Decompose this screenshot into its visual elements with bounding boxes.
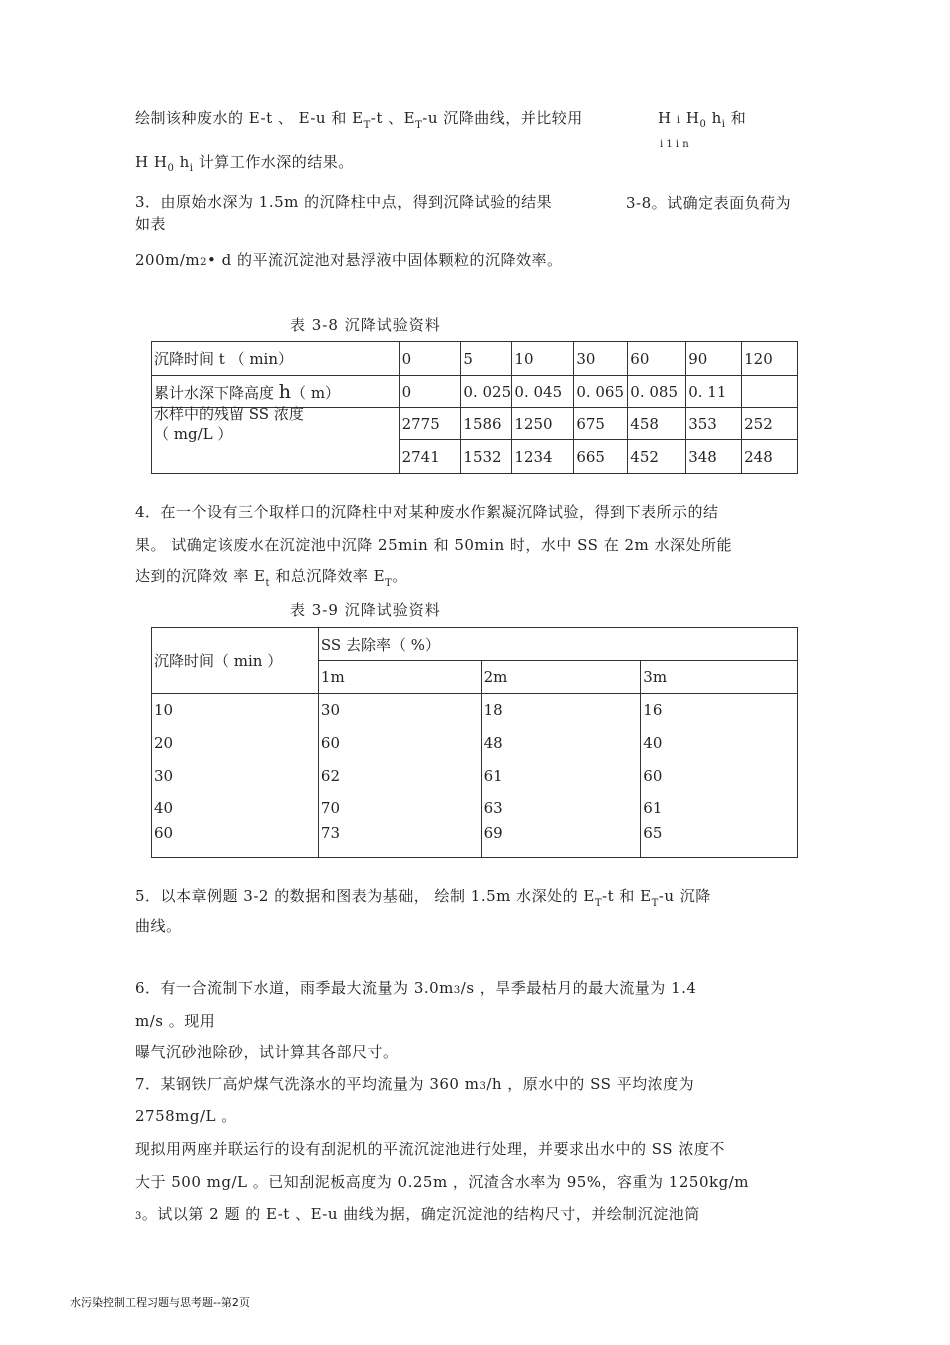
table1-cell: 353 <box>686 408 742 440</box>
table2-group-header: SS 去除率（ %） <box>318 628 797 661</box>
table1-cell: 665 <box>574 440 628 474</box>
formula-1-lower: i 1 i n <box>660 139 689 150</box>
table2-cell: 73 <box>318 824 481 858</box>
table1-cell: 0 <box>399 376 461 408</box>
table2-header-row <box>152 628 798 661</box>
table2-cell: 60 <box>318 727 481 760</box>
page-footer: 水污染控制工程习题与思考题--第2页 <box>70 1296 250 1309</box>
q5-line1: 5．以本章例题 3-2 的数据和图表为基础， 绘制 1.5m 水深处的 $E_T-t$ 和 $E_T-u$ 沉降 <box>135 887 711 909</box>
table1-cell: 458 <box>628 408 686 440</box>
table-3-9 <box>151 627 798 858</box>
table1-cell: 1586 <box>461 408 512 440</box>
table2-cell: 20 <box>152 727 319 760</box>
table2-cell: 30 <box>152 760 319 792</box>
q2-line2: H $H_0$ $h_i$ 计算工作水深的结果。 <box>135 153 354 174</box>
table1-ss-label: 水样中的残留 SS 浓度 （ mg/L ） <box>152 408 400 474</box>
table1-row-time <box>152 342 798 376</box>
table1-row-ss-a <box>152 408 798 440</box>
table1-cell: 1234 <box>512 440 574 474</box>
q7-line5: 3。试以第 2 题 的 E-t 、E-u 曲线为据，确定沉淀池的结构尺寸，并绘制沉淀池筒 <box>135 1205 700 1223</box>
table2-caption: 表 3-9 沉降试验资料 <box>290 601 441 619</box>
table1-cell: 348 <box>686 440 742 474</box>
q6-line2: m/s 。现用 <box>135 1012 216 1030</box>
table1-time-label: 沉降时间 t （ min） <box>152 342 400 376</box>
table2-depth-header: 2m <box>481 661 641 694</box>
q7-line2: 2758mg/L 。 <box>135 1107 237 1125</box>
table1-cell: 1532 <box>461 440 512 474</box>
table2-cell: 63 <box>481 792 641 824</box>
q7-line4: 大于 500 mg/L 。已知刮泥板高度为 0.25m ，沉渣含水率为 95%，容重为 1250kg/m <box>135 1173 749 1191</box>
table2-cell: 60 <box>641 760 798 792</box>
table1-cell: 0. 025 <box>461 376 512 408</box>
table2-cell: 16 <box>641 694 798 727</box>
table2-cell: 40 <box>641 727 798 760</box>
q7-line1: 7．某钢铁厂高炉煤气洗涤水的平均流量为 360 m3/h ，原水中的 SS 平均浓度为 <box>135 1075 695 1093</box>
table1-cell: 0. 085 <box>628 376 686 408</box>
q3-line1b: 3-8。试确定表面负荷为 <box>626 194 792 212</box>
q7-line3: 现拟用两座并联运行的设有刮泥机的平流沉淀池进行处理，并要求出水中的 SS 浓度不 <box>135 1140 725 1158</box>
q2-line1: 绘制该种废水的 E-t 、 E-u 和 $E_T-t$ 、$E_T-u$ 沉降曲线，并比较用 <box>135 109 583 131</box>
table2-cell: 65 <box>641 824 798 858</box>
table2-cell: 69 <box>481 824 641 858</box>
table1-cell: 0. 065 <box>574 376 628 408</box>
table1-cell: 30 <box>574 342 628 376</box>
table2-cell: 30 <box>318 694 481 727</box>
table2-cell: 61 <box>481 760 641 792</box>
table1-cell: 2775 <box>399 408 461 440</box>
table1-cell <box>742 376 798 408</box>
table1-cell: 120 <box>742 342 798 376</box>
q6-line3: 曝气沉砂池除砂，试计算其各部尺寸。 <box>135 1043 399 1061</box>
q3-line2: 如表 <box>135 215 167 233</box>
table2-row <box>152 727 798 760</box>
table2-row <box>152 792 798 824</box>
table2-cell: 40 <box>152 792 319 824</box>
q3-line3: 200m/m2• d 的平流沉淀池对悬浮液中固体颗粒的沉降效率。 <box>135 251 563 269</box>
table-3-8 <box>151 341 798 474</box>
table1-cell: 675 <box>574 408 628 440</box>
q4-line1: 4．在一个设有三个取样口的沉降柱中对某种废水作絮凝沉降试验，得到下表所示的结 <box>135 503 719 521</box>
table1-cell: 5 <box>461 342 512 376</box>
table2-cell: 62 <box>318 760 481 792</box>
table1-depth-label: 累计水深下降高度 h（ m） <box>152 376 400 408</box>
table1-caption: 表 3-8 沉降试验资料 <box>290 316 441 334</box>
table2-time-header: 沉降时间（ min ） <box>152 628 319 694</box>
table1-cell: 0. 11 <box>686 376 742 408</box>
table2-cell: 48 <box>481 727 641 760</box>
table1-cell: 60 <box>628 342 686 376</box>
q4-line2: 果。 试确定该废水在沉淀池中沉降 25min 和 50min 时，水中 SS 在 2m 水深处所能 <box>135 536 733 554</box>
table1-cell: 10 <box>512 342 574 376</box>
table2-depth-header: 1m <box>318 661 481 694</box>
table2-cell: 61 <box>641 792 798 824</box>
q3-line1a: 3．由原始水深为 1.5m 的沉降柱中点，得到沉降试验的结果 <box>135 193 553 211</box>
table1-cell: 248 <box>742 440 798 474</box>
table2-row <box>152 760 798 792</box>
table1-cell: 452 <box>628 440 686 474</box>
table1-row-depth <box>152 376 798 408</box>
formula-1: H i $H_0$ $h_i$ 和 <box>658 109 747 130</box>
table1-cell: 0 <box>399 342 461 376</box>
table2-depth-header: 3m <box>641 661 798 694</box>
table1-cell: 2741 <box>399 440 461 474</box>
q6-line1: 6．有一合流制下水道，雨季最大流量为 3.0m3/s ，旱季最枯月的最大流量为 1.4 <box>135 979 697 997</box>
table1-cell: 1250 <box>512 408 574 440</box>
table2-cell: 18 <box>481 694 641 727</box>
table2-cell: 70 <box>318 792 481 824</box>
table1-cell: 0. 045 <box>512 376 574 408</box>
q4-line3: 达到的沉降效 率 $E_t$ 和总沉降效率 $E_T$。 <box>135 567 408 589</box>
table1-cell: 252 <box>742 408 798 440</box>
table2-cell: 60 <box>152 824 319 858</box>
table1-cell: 90 <box>686 342 742 376</box>
q5-line2: 曲线。 <box>135 917 182 935</box>
table2-row <box>152 694 798 727</box>
table2-row <box>152 824 798 858</box>
table2-cell: 10 <box>152 694 319 727</box>
